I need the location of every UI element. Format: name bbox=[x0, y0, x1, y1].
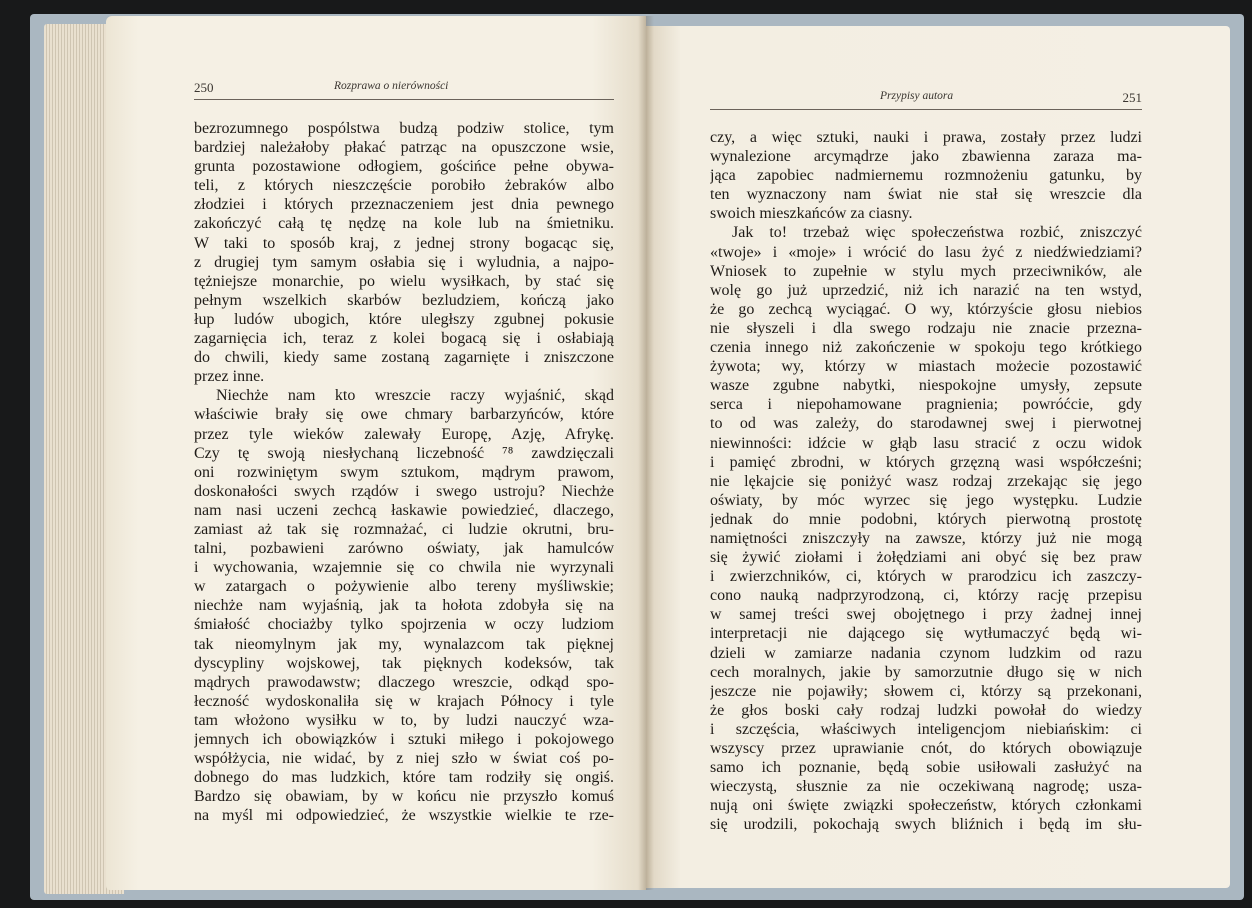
text-line: jąca zapobiec nadmiernemu rozmnożeniu gatunku, by bbox=[710, 167, 1142, 185]
text-line: na myśl mi odpowiedzieć, że wszystkie wielkie te rze- bbox=[194, 807, 614, 825]
text-line: żywota; wy, którzy w miastach możecie pozostawić bbox=[710, 358, 1142, 376]
text-line: dyscypliny wojskowej, tak pięknych kodeksów, tak bbox=[194, 654, 614, 672]
text-line: serca i niepohamowane pragnienia; powróćcie, gdy bbox=[710, 396, 1142, 414]
right-header-rule bbox=[710, 109, 1142, 110]
text-line: się żywić ziołami i żołędziami ani obyć się bez praw bbox=[710, 549, 1142, 567]
text-line: współżycia, nie widać, by z niej szło w świat coś po- bbox=[194, 750, 614, 768]
text-line: niewinności: idźcie w głąb lasu stracić z oczu widok bbox=[710, 434, 1142, 452]
text-line: dzieli w zamiarze nadania czynom ludzkim od razu bbox=[710, 644, 1142, 662]
text-line: namiętności zniszczyły na zawsze, którzy już nie mogą bbox=[710, 529, 1142, 547]
text-line: śmiałość chociażby tylko spojrzenia w oczy ludziom bbox=[194, 616, 614, 634]
text-line: i wychowania, wzajemnie się co chwila nie wyrzynali bbox=[194, 559, 614, 577]
text-line: wszyscy przez uprawianie cnót, do których obowiązuje bbox=[710, 740, 1142, 757]
text-line: i zwierzchników, ci, których w prarodzicu ich zaszczy- bbox=[710, 568, 1142, 586]
text-line: Jak to! trzebaż więc społeczeństwa rozbić, zniszczyć bbox=[732, 224, 1142, 242]
text-line: w samej treści swej obojętnego i przy żadnej innej bbox=[710, 606, 1142, 624]
text-line: jeszcze nie pojawiły; słowem ci, którzy są przekonani, bbox=[710, 682, 1142, 700]
text-line: doskonałości swych rządów i swego ustroju? Niechże bbox=[194, 482, 614, 500]
text-line: do chwili, kiedy same zostaną zagarnięte i zniszczone bbox=[194, 349, 614, 367]
text-line: grunta pozostawione odłogiem, gościńce pełne obywa- bbox=[194, 158, 614, 176]
left-page bbox=[106, 16, 646, 890]
text-line: nie lękajcie się poniżyć wasz rodzaj zrzekając się jego bbox=[710, 472, 1142, 490]
text-line: talni, pozbawieni zarówno oświaty, jak hamulców bbox=[194, 540, 614, 558]
text-line: jemnych ich obowiązków i sztuki miłego i pokojowego bbox=[194, 731, 614, 748]
text-line: tam włożono wysiłku w to, by ludzi nauczyć wza- bbox=[194, 711, 614, 729]
right-page-number: 251 bbox=[1122, 90, 1142, 105]
text-line: nują oni święte związki społeczeństw, których członkami bbox=[710, 797, 1142, 815]
text-line: wieczystą, słusznie za nie oczekiwaną nagrodę; uszа- bbox=[710, 778, 1142, 796]
text-line: Niechże nam kto wreszcie raczy wyjaśnić, skąd bbox=[216, 387, 614, 405]
text-line: tak nieomylnym jak my, wynalazcom tak pięknej bbox=[194, 635, 614, 653]
text-line: teli, z których nieszczęście porobiło żebraków albo bbox=[194, 177, 614, 195]
left-header-rule bbox=[194, 99, 614, 100]
text-line: ten wyznaczony nam świat nie stał się wreszcie dla bbox=[710, 186, 1142, 204]
text-line: Bardzo się obawiam, by w końcu nie przyszło komuś bbox=[194, 788, 614, 806]
left-page-header bbox=[194, 80, 614, 100]
text-line: oni rozwiniętym swym sztukom, mądrym prawom, bbox=[194, 463, 614, 481]
text-line: i szczęścia, właściwych inteligencjom niebiańskim: ci bbox=[710, 720, 1142, 738]
text-line: W taki to sposób kraj, z jednej strony bogacąc się, bbox=[194, 234, 614, 252]
text-line: Czy tę swoją niesłychaną liczebność ⁷⁸ zawdzięczali bbox=[194, 444, 614, 462]
text-line: wolę go już uprzedzić, niż ich narazić na ten wstyd, bbox=[710, 281, 1142, 299]
text-line: łeczność wydoskonaliła się w krajach Północy i tyle bbox=[194, 692, 614, 710]
text-line: nam nasi uczeni zechcą łaskawie powiedzieć, dlaczego, bbox=[194, 501, 614, 519]
text-line: złodziei i których przeznaczeniem jest dnia pewnego bbox=[194, 196, 614, 214]
right-page-header bbox=[710, 90, 1142, 110]
text-line: z drugiej tym samym osłabia się i wyludnia, a najpo- bbox=[194, 253, 614, 271]
book-gutter bbox=[638, 16, 654, 890]
text-line: bezrozumnego pospólstwa budzą podziw stolice, tym bbox=[194, 120, 614, 137]
left-page-number: 250 bbox=[194, 80, 214, 95]
text-line: przez tyle wieków zalewały Europę, Azję, Afrykę. bbox=[194, 425, 614, 443]
left-running-title: Rozprawa o nierówności bbox=[334, 80, 449, 92]
text-line: to od was zależy, do starodawnej swej i pierwotnej bbox=[710, 415, 1142, 433]
text-line: jednak do mnie podobni, których pierwotną prostotę bbox=[710, 510, 1142, 528]
text-line: swoich mieszkańców za ciasny. bbox=[710, 205, 913, 223]
text-line: pełnym wszelkich skarbów bezludziem, kończą jako bbox=[194, 291, 614, 309]
text-line: «twoje» i «moje» i wrócić do lasu żyć z niedźwiedziami? bbox=[710, 243, 1142, 261]
text-line: cono nauką nadprzyrodzoną, ci, którzy rację przepisu bbox=[710, 587, 1142, 605]
text-line: niechże nam wyjaśnią, jak ta hołota zdobyła się na bbox=[194, 597, 614, 615]
text-line: czenia innego niż zakończenie w spokoju tego krótkiego bbox=[710, 339, 1142, 357]
text-line: wynalezione arcymądrze jako zbawienna zaraza ma- bbox=[710, 148, 1142, 166]
text-line: wasze zgubne nabytki, niespokojne umysły, zepsute bbox=[710, 377, 1142, 395]
text-line: tężniejsze monarchie, po wielu wysiłkach, by stać się bbox=[194, 272, 614, 290]
text-line: że głos boski cały rodzaj ludzki powołał do wiedzy bbox=[710, 701, 1142, 719]
text-line: oświaty, by móc wyrzec się jego występku. Ludzie bbox=[710, 491, 1142, 509]
text-line: mądrych prawodawstw; dlaczego wreszcie, odkąd spo- bbox=[194, 673, 614, 691]
text-line: zagarnięcia ich, teraz z kolei bogacą się i osłabiają bbox=[194, 330, 614, 348]
text-line: interpretacji nie dającego się wytłumaczyć będą wi- bbox=[710, 625, 1142, 643]
text-line: bardziej należałoby płakać patrząc na opuszczone wsie, bbox=[194, 139, 614, 157]
text-line: zamiast aż tak się rozmnażać, ci ludzie okrutni, bru- bbox=[194, 520, 614, 538]
text-line: w zatargach o pożywienie albo tereny myśliwskie; bbox=[194, 578, 614, 596]
right-running-title: Przypisy autora bbox=[880, 90, 954, 102]
right-page-text bbox=[710, 128, 1142, 834]
text-line: i pamięć zbrodni, w których grzęzną wasi współcześni; bbox=[710, 453, 1142, 471]
text-line: że go zechcą wyciągać. O wy, którzyście głosu niebios bbox=[710, 300, 1142, 318]
text-line: zakończyć całą tę nędzę na kole lub na śmietniku. bbox=[194, 215, 614, 233]
text-line: łup ludów ubogich, które uległszy zgubnej pokusie bbox=[194, 310, 614, 328]
text-line: nie słyszeli i dla swego rodzaju nie znacie przezna- bbox=[710, 319, 1142, 337]
text-line: właściwie brały się owe chmary barbarzyńców, które bbox=[194, 406, 614, 424]
text-line: czy, a więc sztuki, nauki i prawa, zostały przez ludzi bbox=[710, 129, 1142, 146]
text-line: cech moralnych, jakie by samorzutnie długo się w nich bbox=[710, 663, 1142, 681]
text-line: przez inne. bbox=[194, 368, 265, 386]
text-line: Wniosek to zupełnie w stylu mych przeciwników, ale bbox=[710, 262, 1142, 280]
text-line: dobnego do mas ludzkich, które tam rodziły się ongiś. bbox=[194, 769, 614, 787]
text-line: samo ich poznanie, będą sobie usiłowali zasłużyć na bbox=[710, 759, 1142, 777]
left-page-text bbox=[194, 119, 614, 825]
text-line: się urodzili, pokochają swych bliźnich i będą im słu- bbox=[710, 816, 1142, 834]
right-page bbox=[646, 26, 1230, 888]
